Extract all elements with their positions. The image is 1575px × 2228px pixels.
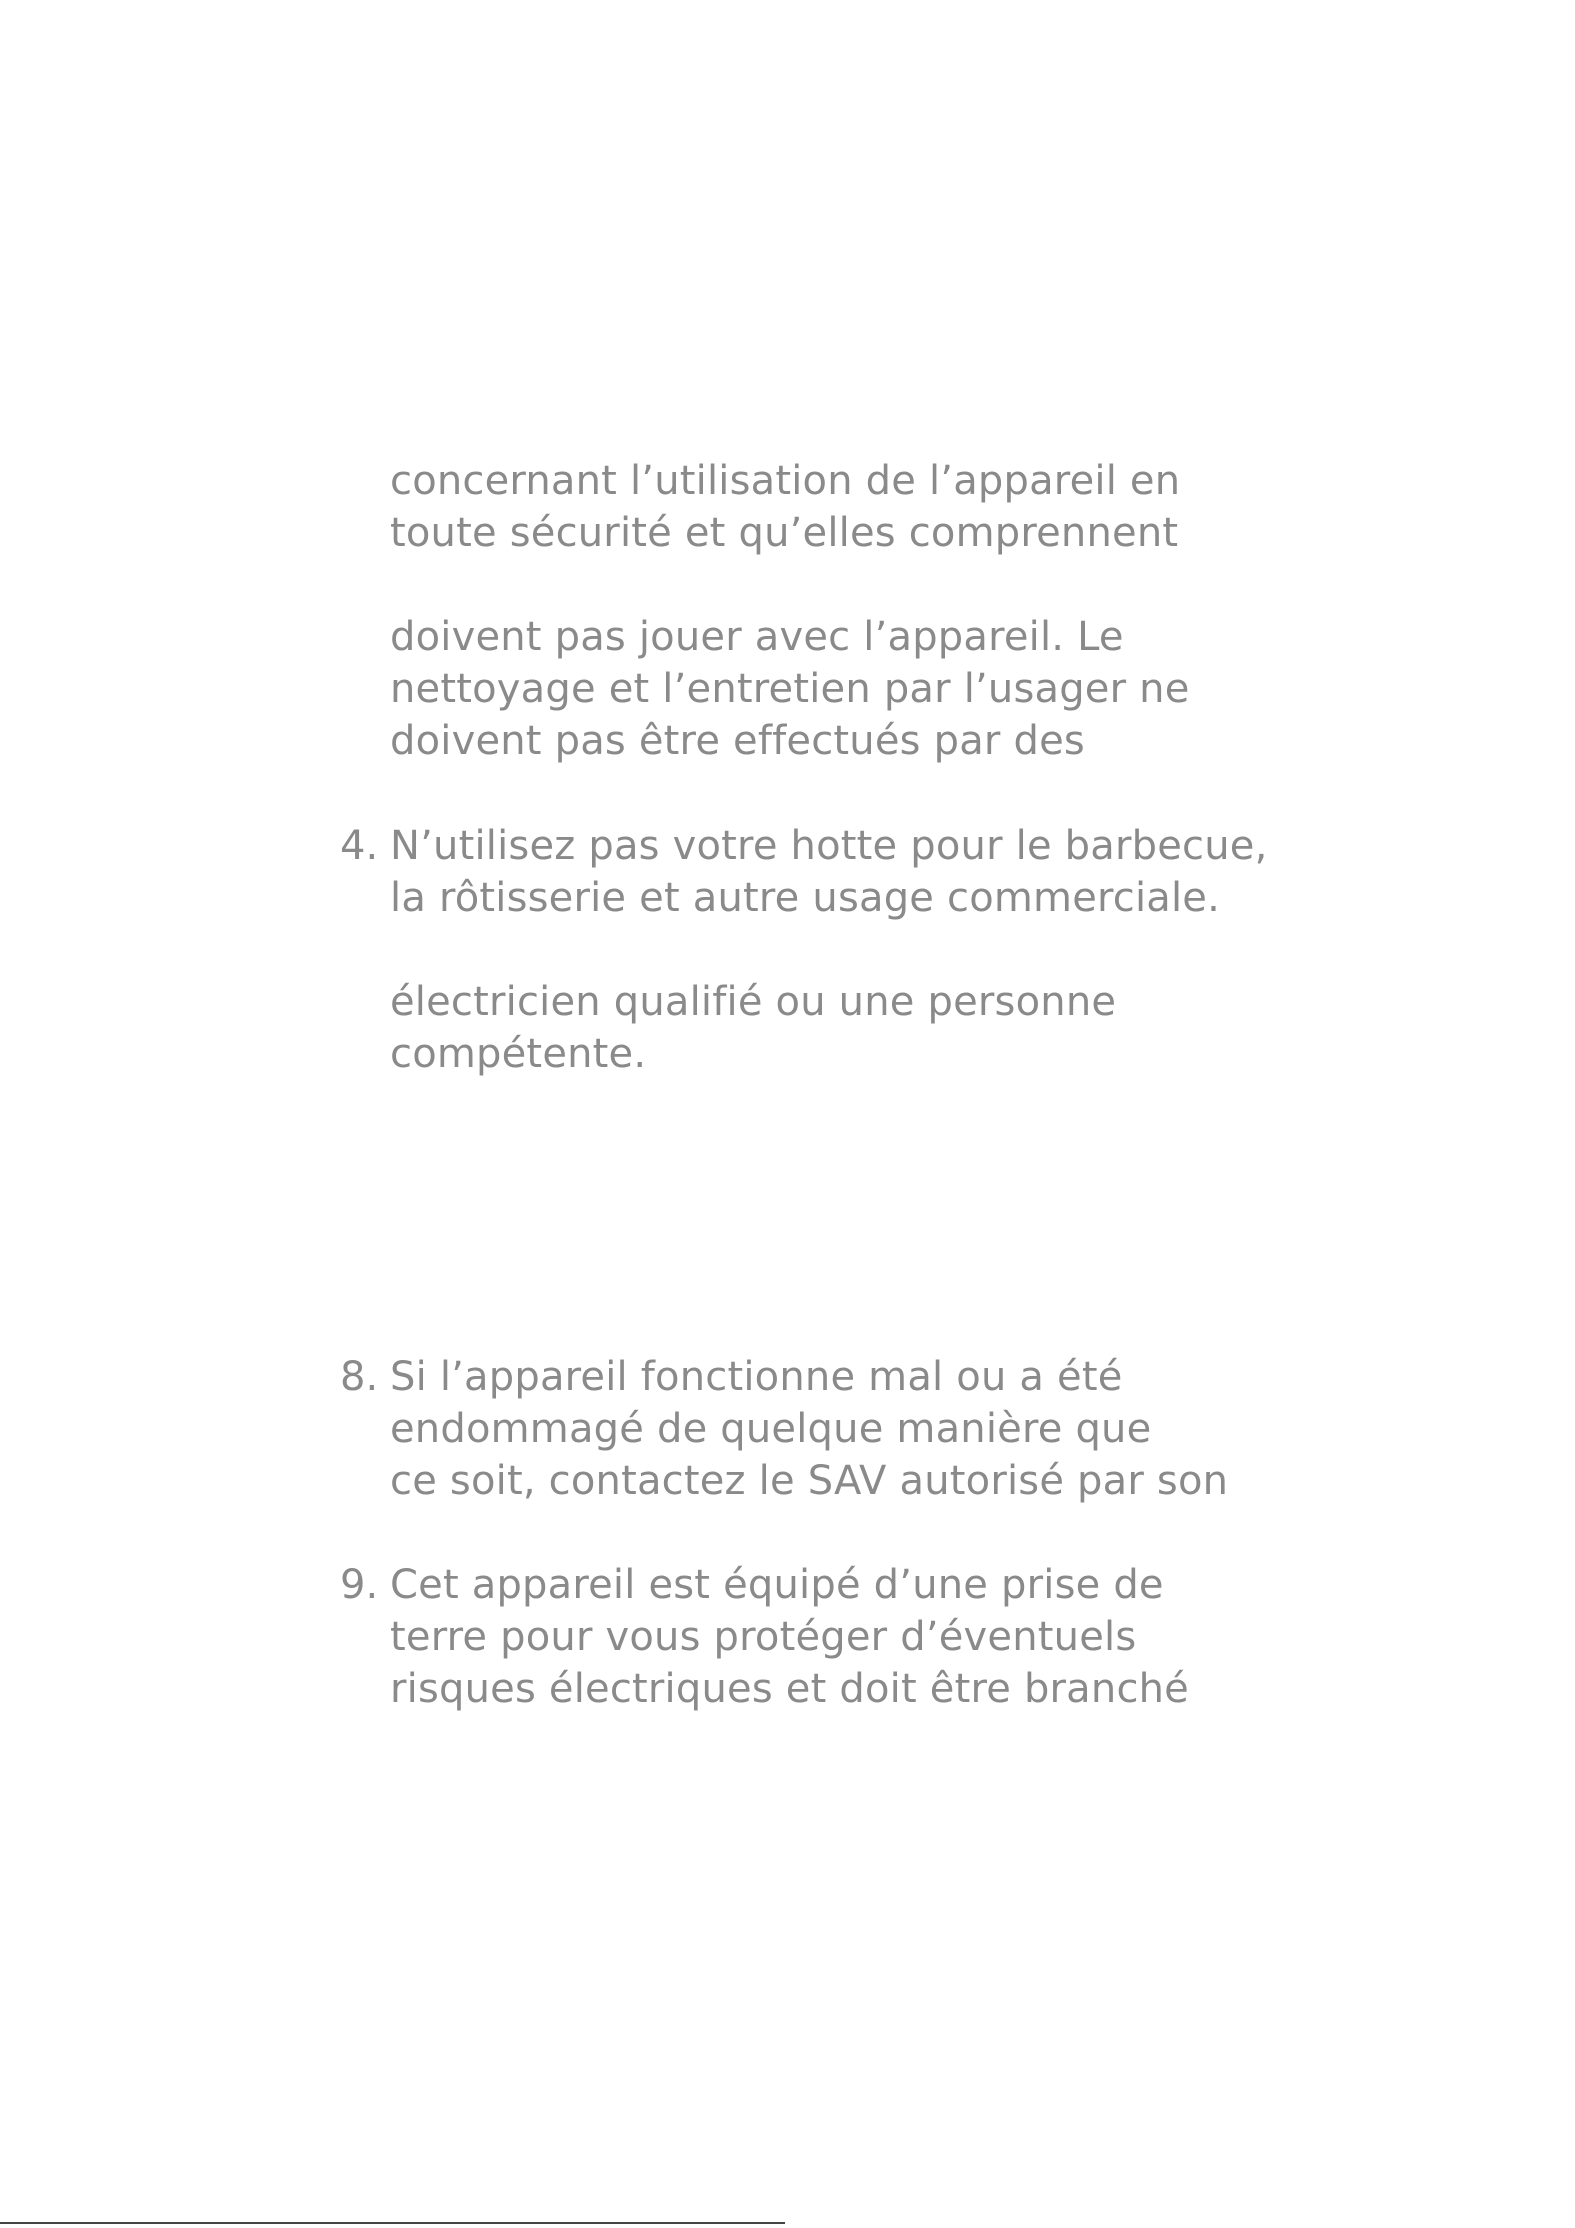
text-line: endommagé de quelque manière que: [390, 1406, 1152, 1452]
footer-divider: [0, 2222, 785, 2224]
text-line: terre pour vous protéger d’éventuels: [390, 1614, 1137, 1660]
text-line: Cet appareil est équipé d’une prise de: [390, 1562, 1164, 1608]
text-line: doivent pas être effectués par des: [390, 718, 1085, 764]
text-line: Si l’appareil fonctionne mal ou a été: [390, 1354, 1123, 1400]
list-number: 9.: [340, 1562, 379, 1608]
list-number: 4.: [340, 823, 379, 869]
text-line: doivent pas jouer avec l’appareil. Le: [390, 614, 1124, 660]
text-line: ce soit, contactez le SAV autorisé par son: [390, 1458, 1229, 1504]
text-line: nettoyage et l’entretien par l’usager ne: [390, 666, 1190, 712]
text-line: la rôtisserie et autre usage commerciale.: [390, 875, 1221, 921]
text-line: toute sécurité et qu’elles comprennent: [390, 510, 1179, 556]
text-line: électricien qualifié ou une personne: [390, 979, 1117, 1025]
text-line: compétente.: [390, 1031, 647, 1077]
text-line: risques électriques et doit être branché: [390, 1666, 1189, 1712]
text-line: concernant l’utilisation de l’appareil en: [390, 458, 1181, 504]
list-number: 8.: [340, 1354, 379, 1400]
text-line: N’utilisez pas votre hotte pour le barbecue,: [390, 823, 1268, 869]
